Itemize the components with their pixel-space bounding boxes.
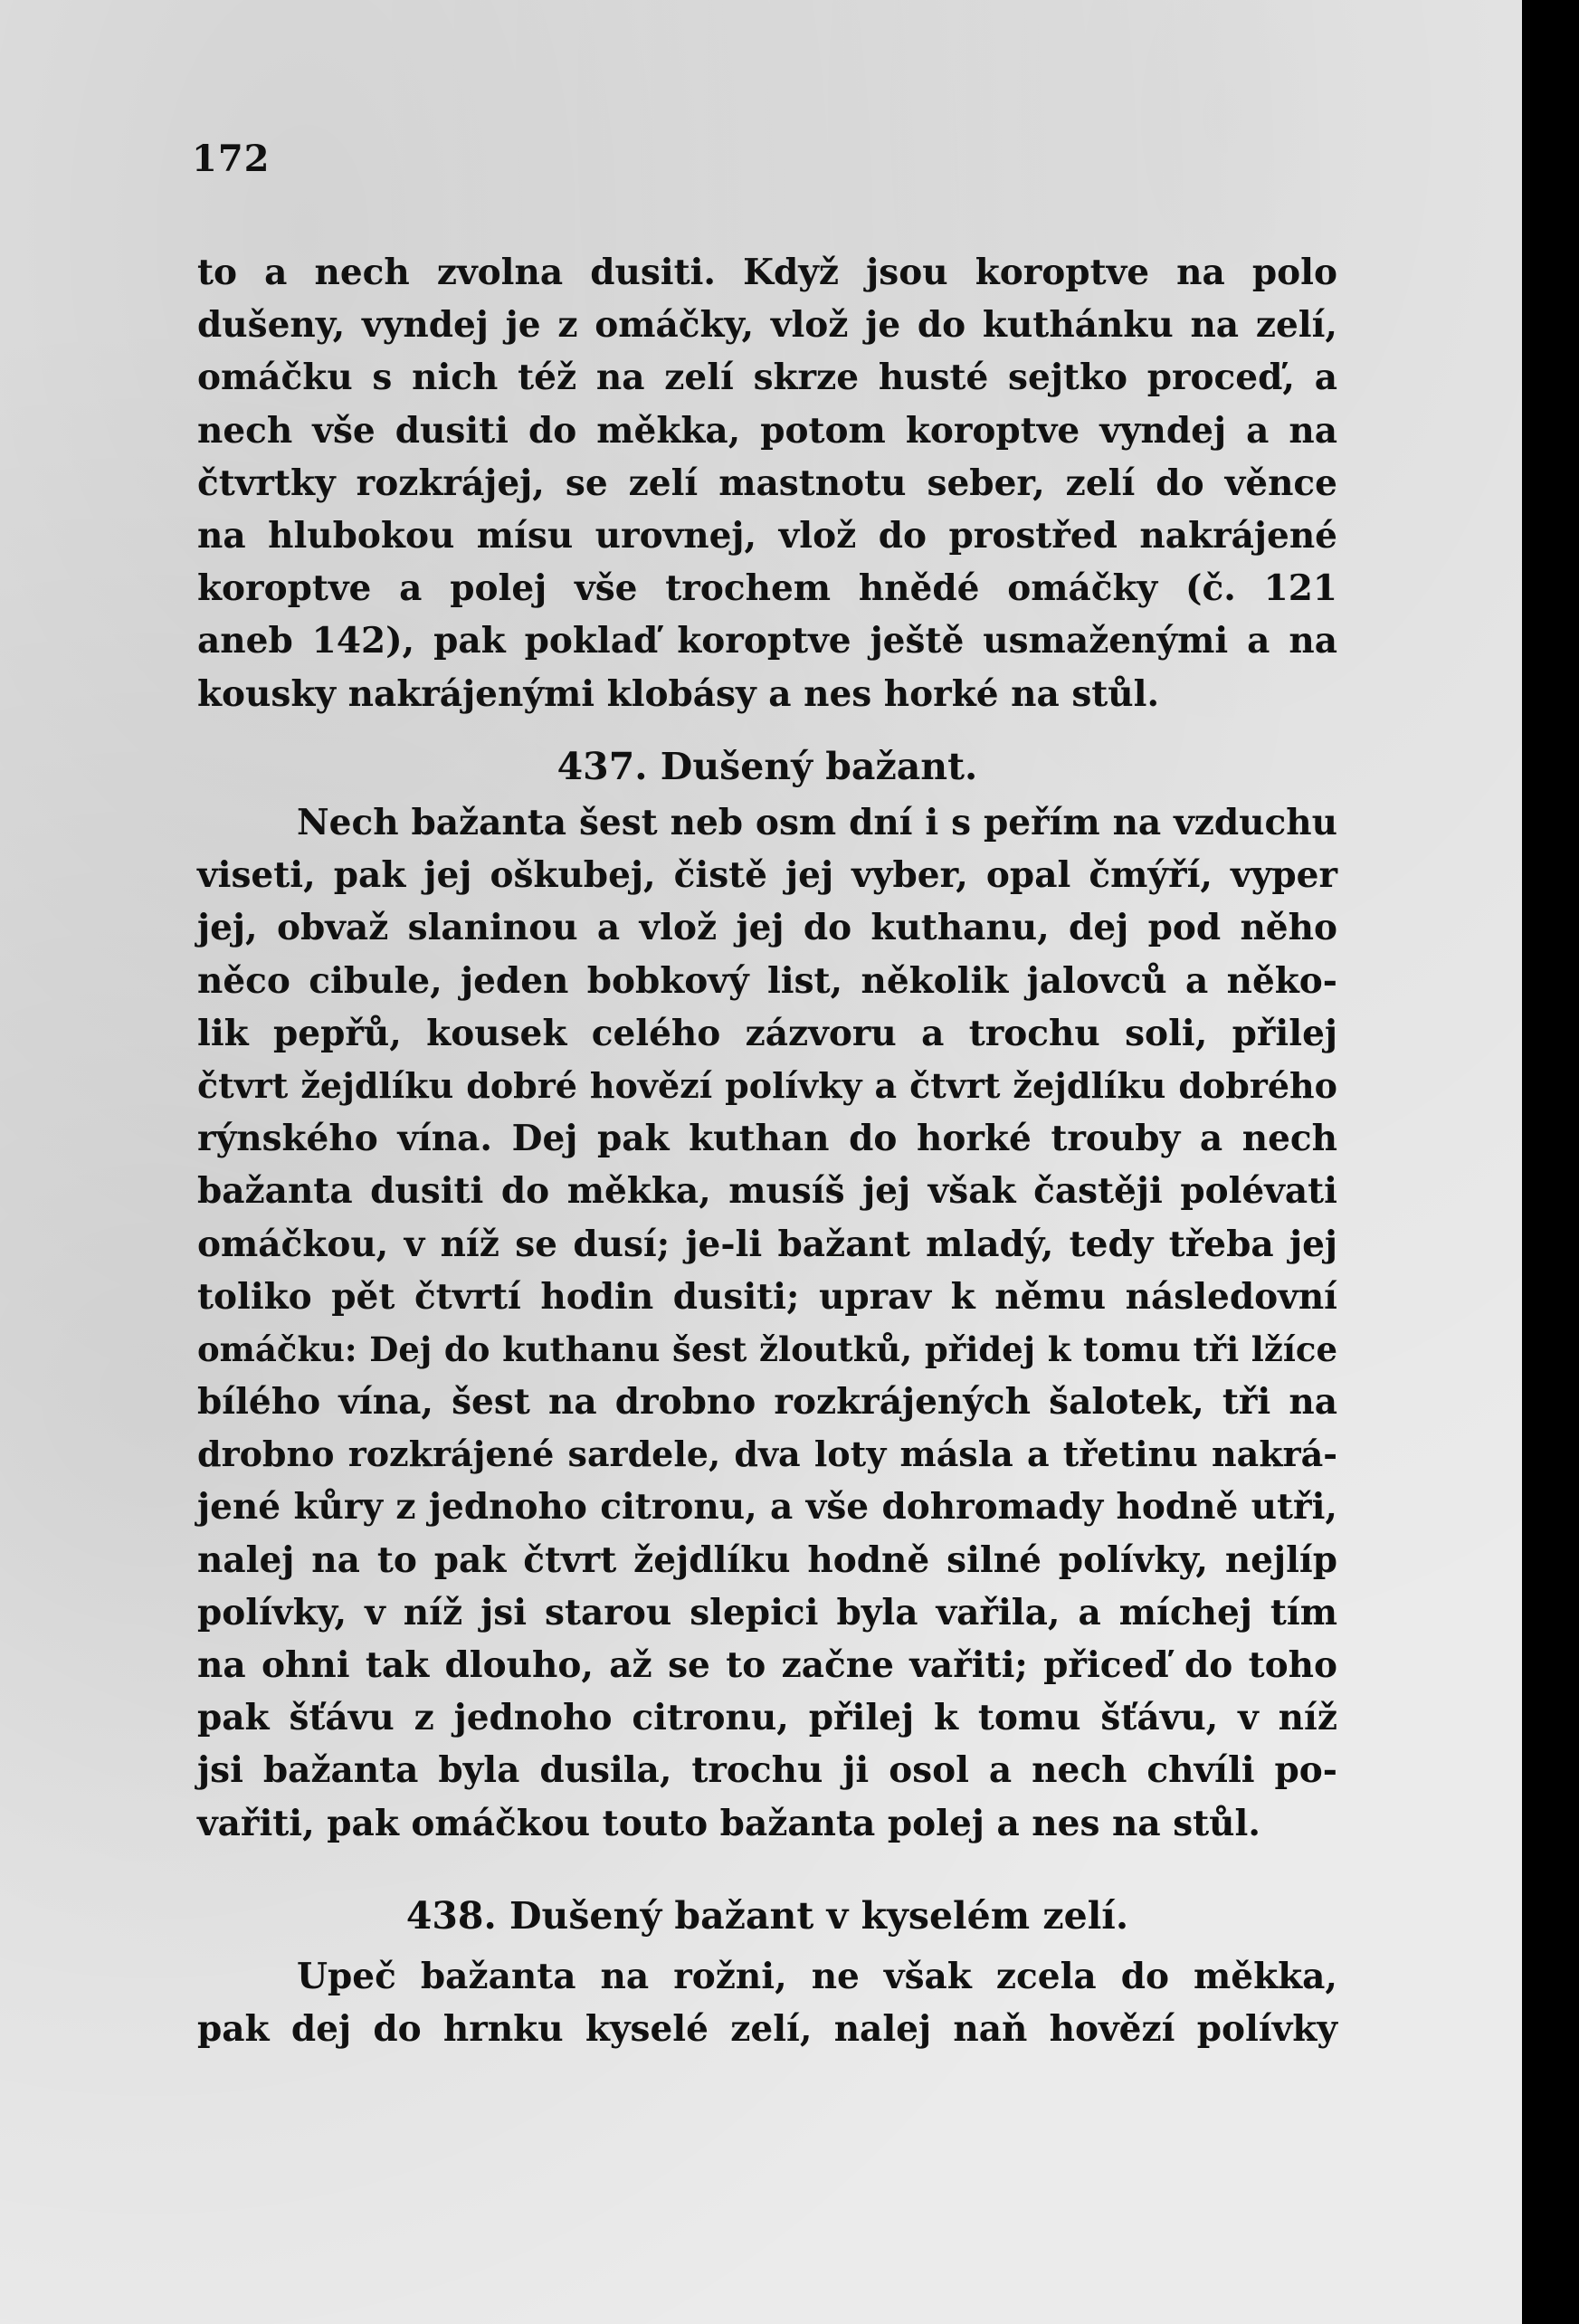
scan-edge-shadow: [1522, 0, 1579, 2324]
page-number: 172: [192, 138, 271, 180]
text-line: omáčku: Dej do kuthanu šest žloutků, přidej k tomu tři lžíce: [197, 1329, 1337, 1369]
text-line: Upeč bažanta na rožni, ne však zcela do měkka,: [297, 1956, 1337, 1997]
text-line: koroptve a polej vše trochem hnědé omáčky (č. 121: [197, 567, 1337, 610]
text-line: bažanta dusiti do měkka, musíš jej však častěji polévati: [197, 1170, 1337, 1213]
text-line: kousky nakrájenými klobásy a nes horké na stůl.: [197, 672, 1160, 715]
text-line: omáčku s nich též na zelí skrze husté sejtko proceď, a: [197, 357, 1337, 399]
text-line: čtvrtky rozkrájej, se zelí mastnotu seber, zelí do věnce: [197, 462, 1337, 504]
text-line: nech vše dusiti do měkka, potom koroptve vyndej a na: [197, 409, 1337, 452]
text-line: to a nech zvolna dusiti. Když jsou koroptve na polo: [197, 252, 1337, 293]
recipe-437-body: [197, 796, 1337, 1850]
text-line: lik pepřů, kousek celého zázvoru a trochu soli, přilej: [197, 1012, 1337, 1054]
text-line: jené kůry z jednoho citronu, a vše dohromady hodně utři,: [197, 1486, 1337, 1529]
recipe-438-title: 438. Dušený bažant v kyselém zelí.: [405, 1894, 1129, 1938]
text-line: omáčkou, v níž se dusí; je-li bažant mladý, tedy třeba jej: [197, 1223, 1337, 1265]
recipe-437-title: 437. Dušený bažant.: [556, 745, 978, 788]
recipe-438-body: [197, 1950, 1337, 2055]
text-line: dušeny, vyndej je z omáčky, vlož je do kuthánku na zelí,: [197, 304, 1337, 347]
text-line: toliko pět čtvrtí hodin dusiti; uprav k němu následovní: [197, 1275, 1337, 1318]
text-line: něco cibule, jeden bobkový list, několik jalovců a něko-: [197, 959, 1337, 1002]
text-line: jej, obvaž slaninou a vlož jej do kuthanu, dej pod něho: [197, 907, 1337, 949]
text-line: viseti, pak jej oškubej, čistě jej vyber, opal čmýří, vyper: [197, 854, 1337, 897]
text-line: bílého vína, šest na drobno rozkrájených šalotek, tři na: [197, 1381, 1337, 1424]
text-line: vařiti, pak omáčkou touto bažanta polej a nes na stůl.: [197, 1802, 1260, 1844]
text-line: rýnského vína. Dej pak kuthan do horké trouby a nech: [197, 1118, 1337, 1160]
intro-paragraph: [197, 246, 1337, 720]
text-line: jsi bažanta byla dusila, trochu ji osol a nech chvíli po-: [197, 1749, 1337, 1792]
text-line: nalej na to pak čtvrt žejdlíku hodně silné polívky, nejlíp: [197, 1538, 1337, 1581]
text-line: na ohni tak dlouho, až se to začne vařiti; přiceď do toho: [197, 1644, 1337, 1686]
text-line: polívky, v níž jsi starou slepici byla vařila, a míchej tím: [197, 1591, 1337, 1633]
text-line: čtvrt žejdlíku dobré hovězí polívky a čtvrt žejdlíku dobrého: [197, 1064, 1337, 1106]
text-line: pak dej do hrnku kyselé zelí, nalej naň hovězí polívky: [197, 2008, 1337, 2051]
text-line: drobno rozkrájené sardele, dva loty másla a třetinu nakrá-: [197, 1433, 1337, 1475]
text-line: Nech bažanta šest neb osm dní i s peřím na vzduchu: [297, 802, 1337, 843]
text-line: na hlubokou mísu urovnej, vlož do prostřed nakrájené: [197, 514, 1337, 557]
text-line: pak šťávu z jednoho citronu, přilej k tomu šťávu, v níž: [197, 1697, 1337, 1739]
text-line: aneb 142), pak poklaď koroptve ještě usmaženými a na: [197, 620, 1337, 662]
